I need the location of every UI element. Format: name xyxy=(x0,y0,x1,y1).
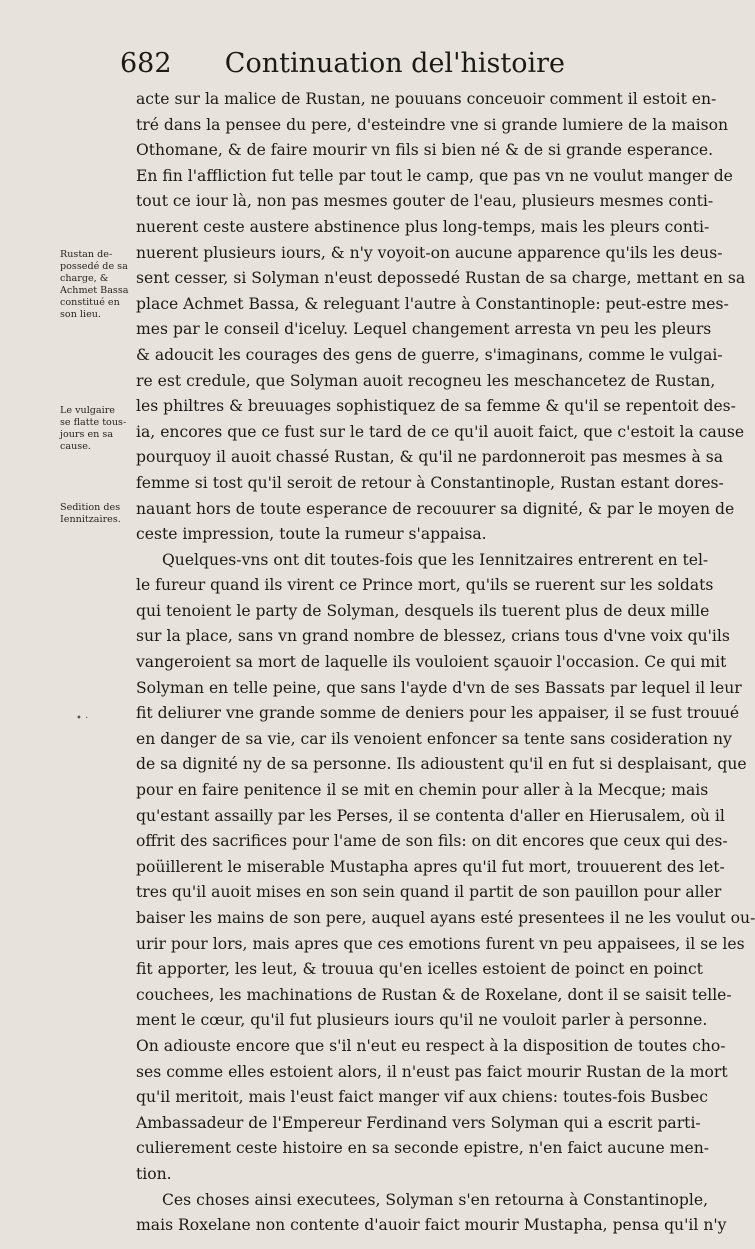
text-line: femme si tost qu'il seroit de retour à Constantinople, Rustan estant dores- xyxy=(136,473,724,492)
text-line: sent cesser, si Solyman n'eust depossedé Rustan de sa charge, mettant en sa xyxy=(136,269,746,288)
text-line: les philtres & breuuages sophistiquez de sa femme & qu'il se repentoit des- xyxy=(136,397,736,416)
text-line: & adoucit les courages des gens de guerre, s'imaginans, comme le vulgai- xyxy=(136,345,723,364)
side-note-line: possedé de sa xyxy=(60,261,128,272)
text-line: mais Roxelane non contente d'auoir faict mourir Mustapha, pensa qu'il n'y xyxy=(136,1216,727,1235)
text-line: fit apporter, les leut, & trouua qu'en icelles estoient de poinct en poinct xyxy=(136,960,703,979)
margin-dots: • · xyxy=(76,713,89,724)
side-note-line: jours en sa xyxy=(60,429,114,440)
side-note-vulgaire xyxy=(60,405,132,453)
side-note-line: Sedition des xyxy=(60,502,121,513)
text-line: Quelques-vns ont dit toutes-fois que les Iennitzaires entrerent en tel- xyxy=(162,550,709,569)
text-line: le fureur quand ils virent ce Prince mort, qu'ils se ruerent sur les soldats xyxy=(136,576,714,595)
text-line: culierement ceste histoire en sa seconde epistre, n'en faict aucune men- xyxy=(136,1139,710,1158)
text-line: ment le cœur, qu'il fut plusieurs iours qu'il ne vouloit parler à personne. xyxy=(136,1011,708,1030)
page-number: 682 xyxy=(120,48,172,79)
text-line: baiser les mains de son pere, auquel ayans esté presentees il ne les voulut ou- xyxy=(136,909,755,927)
text-line: tres qu'il auoit mises en son sein quand il partit de son pauillon pour aller xyxy=(136,883,722,902)
side-note-line: Iennitzaires. xyxy=(60,514,121,525)
text-line: offrit des sacrifices pour l'ame de son fils: on dit encores que ceux qui des- xyxy=(136,832,728,851)
side-note-line: se flatte tous- xyxy=(60,417,127,428)
text-line: pour en faire penitence il se mit en chemin pour aller à la Mecque; mais xyxy=(136,781,709,800)
text-line: de sa dignité ny de sa personne. Ils adioustent qu'il en fut si desplaisant, que xyxy=(136,755,747,774)
text-line: acte sur la malice de Rustan, ne pouuans conceuoir comment il estoit en- xyxy=(136,90,717,108)
side-note-sedition xyxy=(60,502,132,526)
text-line: en danger de sa vie, car ils venoient enfoncer sa tente sans cosideration ny xyxy=(136,729,732,748)
main-text xyxy=(136,87,755,1239)
text-line: vangeroient sa mort de laquelle ils vouloient sçauoir l'occasion. Ce qui mit xyxy=(136,653,727,672)
text-line: tout ce iour là, non pas mesmes gouter de l'eau, plusieurs mesmes conti- xyxy=(136,192,714,211)
text-line: nuerent plusieurs iours, & n'y voyoit-on aucune apparence qu'ils les deus- xyxy=(136,243,723,262)
running-title: Continuation del'histoire xyxy=(224,48,565,79)
text-line: tré dans la pensee du pere, d'esteindre vne si grande lumiere de la maison xyxy=(136,115,729,134)
side-note-line: Achmet Bassa xyxy=(60,285,129,296)
side-note-line: son lieu. xyxy=(60,309,101,320)
text-line: nuerent ceste austere abstinence plus long-temps, mais les pleurs conti- xyxy=(136,217,710,236)
text-line: pourquoy il auoit chassé Rustan, & qu'il ne pardonneroit pas mesmes à sa xyxy=(136,448,724,467)
side-note-rustan xyxy=(60,249,132,321)
text-line: place Achmet Bassa, & releguant l'autre à Constantinople: peut-estre mes- xyxy=(136,294,729,313)
text-line: On adiouste encore que s'il n'eut eu respect à la disposition de toutes cho- xyxy=(136,1036,726,1055)
text-line: sur la place, sans vn grand nombre de blessez, crians tous d'vne voix qu'ils xyxy=(136,627,730,646)
text-line: Othomane, & de faire mourir vn fils si bien né & de si grande esperance. xyxy=(136,141,714,160)
text-line: ia, encores que ce fust sur le tard de ce qu'il auoit faict, que c'estoit la cause xyxy=(136,422,745,441)
side-note-line: constitué en xyxy=(60,297,120,308)
side-note-line: Rustan de- xyxy=(60,249,113,260)
text-line: fit deliurer vne grande somme de deniers pour les appaiser, il se fust trouué xyxy=(136,704,740,723)
text-line: mes par le conseil d'iceluy. Lequel changement arresta vn peu les pleurs xyxy=(136,320,712,339)
text-line: re est credule, que Solyman auoit recogneu les meschancetez de Rustan, xyxy=(136,371,716,390)
text-line: tion. xyxy=(136,1164,172,1183)
text-line: ses comme elles estoient alors, il n'eust pas faict mourir Rustan de la mort xyxy=(136,1062,728,1081)
text-line: En fin l'affliction fut telle par tout le camp, que pas vn ne voulut manger de xyxy=(136,166,733,185)
text-line: poüillerent le miserable Mustapha apres qu'il fut mort, trouuerent des let- xyxy=(136,857,725,876)
text-line: Ces choses ainsi executees, Solyman s'en retourna à Constantinople, xyxy=(162,1190,709,1209)
text-line: qu'il meritoit, mais l'eust faict manger vif aux chiens: toutes-fois Busbec xyxy=(136,1088,708,1107)
side-note-line: Le vulgaire xyxy=(60,405,115,416)
text-line: nauant hors de toute esperance de recouurer sa dignité, & par le moyen de xyxy=(136,499,735,518)
text-line: qu'estant assailly par les Perses, il se contenta d'aller en Hierusalem, où il xyxy=(136,806,725,825)
running-header xyxy=(120,44,565,84)
text-line: Ambassadeur de l'Empereur Ferdinand vers Solyman qui a escrit parti- xyxy=(136,1113,701,1132)
text-line: couchees, les machinations de Rustan & de Roxelane, dont il se saisit telle- xyxy=(136,985,732,1004)
side-note-line: charge, & xyxy=(60,273,109,284)
text-line: Solyman en telle peine, que sans l'ayde d'vn de ses Bassats par lequel il leur xyxy=(136,678,742,697)
side-note-line: cause. xyxy=(60,441,91,452)
text-line: urir pour lors, mais apres que ces emotions furent vn peu appaisees, il se les xyxy=(136,934,745,953)
text-line: ceste impression, toute la rumeur s'appaisa. xyxy=(136,525,487,544)
text-line: qui tenoient le party de Solyman, desquels ils tuerent plus de deux mille xyxy=(136,601,710,620)
